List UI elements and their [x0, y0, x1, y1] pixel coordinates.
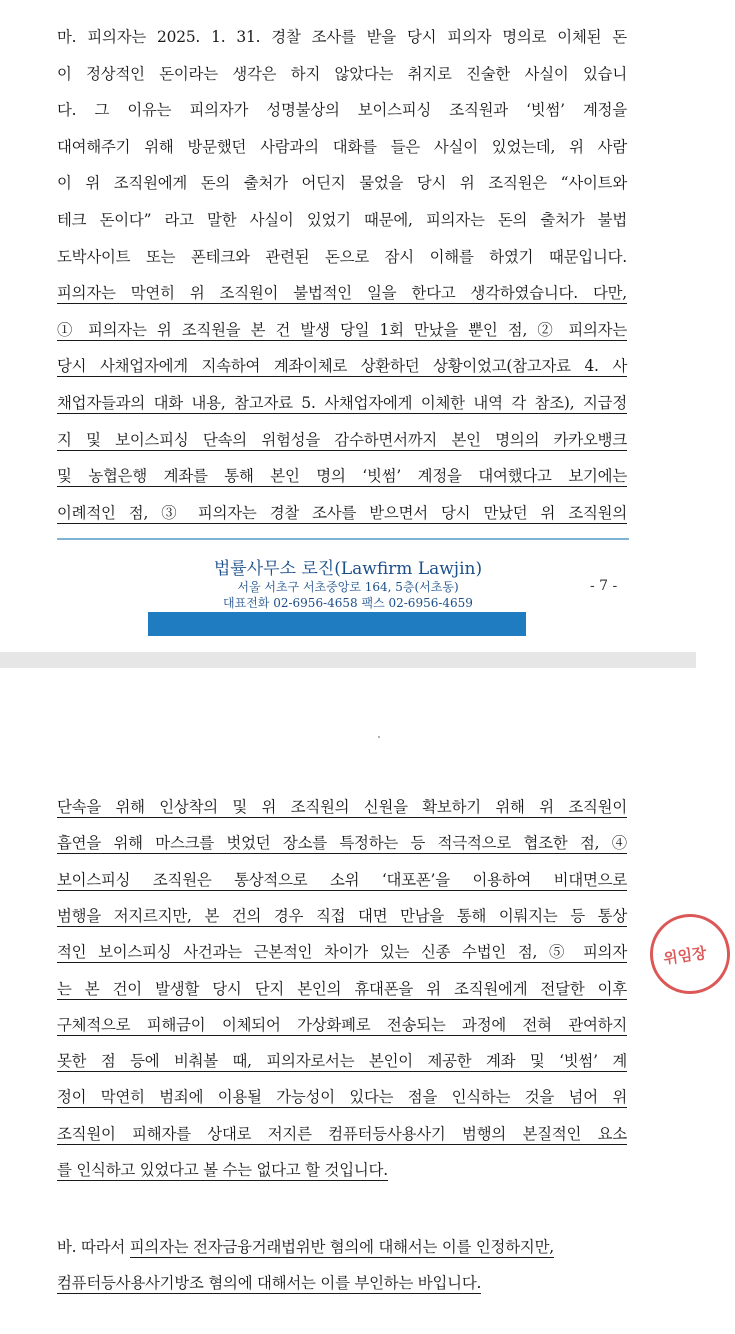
stamp-text: 위임장	[662, 943, 708, 968]
text-line	[57, 172, 627, 194]
text-line	[57, 1123, 627, 1145]
text-line	[57, 796, 627, 818]
text-line	[57, 355, 627, 377]
text-line-content: 조직원이 피해자를 상대로 저지른 컴퓨터등사용사기 범행의 본질적인 요소	[57, 1124, 627, 1143]
text-line-content: 구체적으로 피해금이 이체되어 가상화폐로 전송되는 과정에 전혀 관여하지	[57, 1015, 627, 1034]
text-line	[57, 99, 627, 121]
firm-address: 서울 서초구 서초중앙로 164, 5층(서초동)	[237, 580, 459, 594]
text-line-content: 이례적인 점, ③ 피의자는 경찰 조사를 받으면서 당시 만났던 위 조직원의	[57, 503, 627, 522]
text-line	[57, 941, 627, 963]
text-line-content: 및 농협은행 계좌를 통해 본인 명의 ‘빗썸’ 계정을 대여했다고 보기에는	[57, 467, 627, 486]
closing-underlined: 피의자는 전자금융거래법위반 혐의에 대해서는 이를 인정하지만,	[129, 1238, 554, 1256]
text-line-content: 못한 점 등에 비춰볼 때, 피의자로서는 본인이 제공한 계좌 및 ‘빗썸’ 계	[57, 1052, 627, 1071]
text-line-content: 적인 보이스피싱 사건과는 근본적인 차이가 있는 신종 수법인 점, ⑤ 피의자	[57, 943, 627, 962]
text-line	[57, 63, 627, 85]
text-line	[57, 392, 627, 414]
closing-line-1	[57, 1236, 627, 1258]
closing-line-2	[57, 1272, 627, 1294]
text-line	[57, 832, 627, 854]
text-line	[57, 246, 627, 268]
text-line-content: 단속을 위해 인상착의 및 위 조직원의 신원을 확보하기 위해 위 조직원이	[57, 798, 627, 816]
firm-name: 법률사무소 로진(Lawfirm Lawjin)	[213, 559, 483, 579]
text-line	[57, 869, 627, 891]
text-line	[57, 319, 627, 341]
text-line-content: 는 본 건이 발생할 당시 단지 본인의 휴대폰을 위 조직원에게 전달한 이후	[57, 979, 627, 998]
text-line-content: 지 및 보이스피싱 단속의 위험성을 감수하면서까지 본인 명의의 카카오뱅크	[57, 430, 627, 449]
text-line-content: 범행을 저지르지만, 본 건의 경우 직접 대면 만남을 통해 이뤄지는 등 통상	[57, 906, 627, 925]
text-line	[57, 905, 627, 927]
firm-contact: 대표전화 02-6956-4658 팩스 02-6956-4659	[223, 596, 473, 610]
document-page-8	[0, 668, 708, 1334]
text-line	[57, 1050, 627, 1072]
text-line	[57, 1086, 627, 1108]
document-page-7	[0, 0, 696, 652]
text-line-content: 다. 그 이유는 피의자가 성명불상의 보이스피싱 조직원과 ‘빗썸’ 계정을	[57, 101, 627, 120]
text-line	[57, 209, 627, 231]
text-line-content: 대여해주기 위해 방문했던 사람과의 대화를 들은 사실이 있었는데, 위 사람	[57, 137, 627, 156]
text-line	[57, 136, 627, 158]
text-line-content: 피의자는 막연히 위 조직원이 불법적인 일을 한다고 생각하였습니다. 다만,	[57, 284, 627, 303]
text-line-content: 도박사이트 또는 폰테크와 관련된 돈으로 잠시 이해를 하였기 때문입니다.	[57, 247, 627, 266]
text-line-content: 마. 피의자는 2025. 1. 31. 경찰 조사를 받을 당시 피의자 명의로 이체된 돈	[57, 28, 627, 46]
closing-line-2-text: 컴퓨터등사용사기방조 혐의에 대해서는 이를 부인하는 바입니다.	[57, 1274, 482, 1292]
footer-divider	[57, 538, 629, 540]
scan-speck	[378, 736, 380, 738]
text-line-content: 이 정상적인 돈이라는 생각은 하지 않았다는 취지로 진술한 사실이 있습니	[57, 64, 627, 83]
text-line	[57, 465, 627, 487]
page-number: - 7 -	[590, 578, 618, 594]
footer-color-bar	[148, 612, 526, 636]
page-separator	[0, 652, 696, 668]
text-line	[57, 1014, 627, 1036]
text-line	[57, 978, 627, 1000]
closing-prefix: 바. 따라서	[57, 1238, 130, 1256]
text-line	[57, 26, 627, 48]
text-line-content: 정이 막연히 범죄에 이용될 가능성이 있다는 점을 인식하는 것을 넘어 위	[57, 1088, 627, 1107]
text-line-content: 채업자들과의 대화 내용, 참고자료 5. 사채업자에게 이체한 내역 각 참조), 지급정	[57, 394, 627, 412]
text-line-content: 보이스피싱 조직원은 통상적으로 소위 ‘대포폰’을 이용하여 비대면으로	[57, 870, 627, 889]
text-line-content: 이 위 조직원에게 돈의 출처가 어딘지 물었을 당시 위 조직원은 “사이트와	[57, 174, 627, 193]
text-line	[57, 1159, 627, 1181]
text-line	[57, 429, 627, 451]
text-line	[57, 282, 627, 304]
seal-stamp	[645, 909, 735, 999]
text-line-content: 를 인식하고 있었다고 볼 수는 없다고 할 것입니다.	[57, 1161, 388, 1179]
text-line	[57, 502, 627, 524]
text-line-content: 테크 돈이다” 라고 말한 사실이 있었기 때문에, 피의자는 돈의 출처가 불법	[57, 211, 627, 229]
text-line-content: 당시 사채업자에게 지속하여 계좌이체로 상환하던 상황이었고(참고자료 4. 사	[57, 357, 627, 376]
text-line-content: 흡연을 위해 마스크를 벗었던 장소를 특정하는 등 적극적으로 협조한 점, ④	[57, 834, 627, 853]
text-line-content: ① 피의자는 위 조직원을 본 건 발생 당일 1회 만났을 뿐인 점, ② 피의자는	[57, 320, 627, 339]
